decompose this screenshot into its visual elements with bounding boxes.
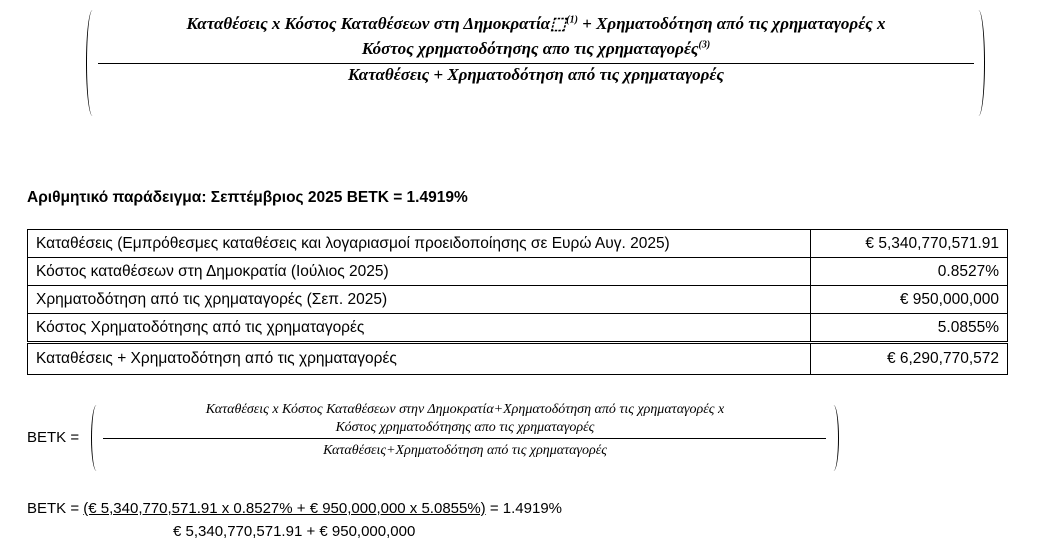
row-value: € 6,290,770,572: [811, 343, 1008, 375]
row-label: Κόστος καταθέσεων στη Δημοκρατία (Ιούλιος 2025): [28, 258, 811, 286]
fraction-bar: [103, 438, 826, 439]
formula-numerator-line2: Κόστος χρηματοδότησης απο τις χρηματαγορές$^{(3)}$: [361, 39, 711, 58]
formula-numerator-line1: Καταθέσεις x Κόστος Καταθέσεων στην Δημοκρατία+Χρηματοδότηση από τις χρηματαγορές x: [205, 402, 725, 417]
formula-numerator-line2: Κόστος χρηματοδότησης απο τις χρηματαγορές: [335, 420, 595, 435]
formula-prefix: ΒΕΤΚ =: [27, 429, 80, 446]
row-label: Χρηματοδότηση από τις χρηματαγορές (Σεπ. 2025): [28, 286, 811, 314]
row-value: € 5,340,770,571.91: [811, 230, 1008, 258]
row-value: 0.8527%: [811, 258, 1008, 286]
table-row: [28, 258, 1008, 286]
table-row-total: [28, 343, 1008, 375]
formula-denominator: Καταθέσεις + Χρηματοδότηση από τις χρηματαγορές: [347, 65, 724, 84]
calc-prefix: ΒΕΤΚ =: [27, 500, 84, 517]
calc-numerator: (€ 5,340,770,571.91 x 0.8527% + € 950,000,000 x 5.0855%): [83, 500, 486, 517]
example-heading: Αριθμητικό παράδειγμα: Σεπτέμβριος 2025 ΒΕΤΚ = 1.4919%: [27, 189, 468, 206]
table-row: [28, 286, 1008, 314]
row-value: 5.0855%: [811, 314, 1008, 343]
row-label: Κόστος Χρηματοδότησης από τις χρηματαγορές: [28, 314, 811, 343]
calc-result: = 1.4919%: [485, 500, 562, 517]
table-row: [28, 230, 1008, 258]
calc-denominator: € 5,340,770,571.91 + € 950,000,000: [173, 523, 416, 540]
fraction-bar: [98, 63, 974, 64]
calculation: [27, 500, 562, 517]
row-label: Καταθέσεις + Χρηματοδότηση από τις χρηματαγορές: [28, 343, 811, 375]
row-label: Καταθέσεις (Εμπρόθεσμες καταθέσεις και λογαριασμοί προειδοποίησης σε Ευρώ Αυγ. 2025): [28, 230, 811, 258]
formula-numerator-line1: Καταθέσεις x Κόστος Καταθέσεων στη Δημοκρατία⬚$^{(1)}$ + Χρηματοδότηση από τις χρηματαγορές x: [186, 14, 886, 33]
table-row: [28, 314, 1008, 343]
row-value: € 950,000,000: [811, 286, 1008, 314]
formula-denominator: Καταθέσεις+Χρηματοδότηση από τις χρηματαγορές: [323, 443, 607, 458]
example-table: [27, 229, 1008, 375]
